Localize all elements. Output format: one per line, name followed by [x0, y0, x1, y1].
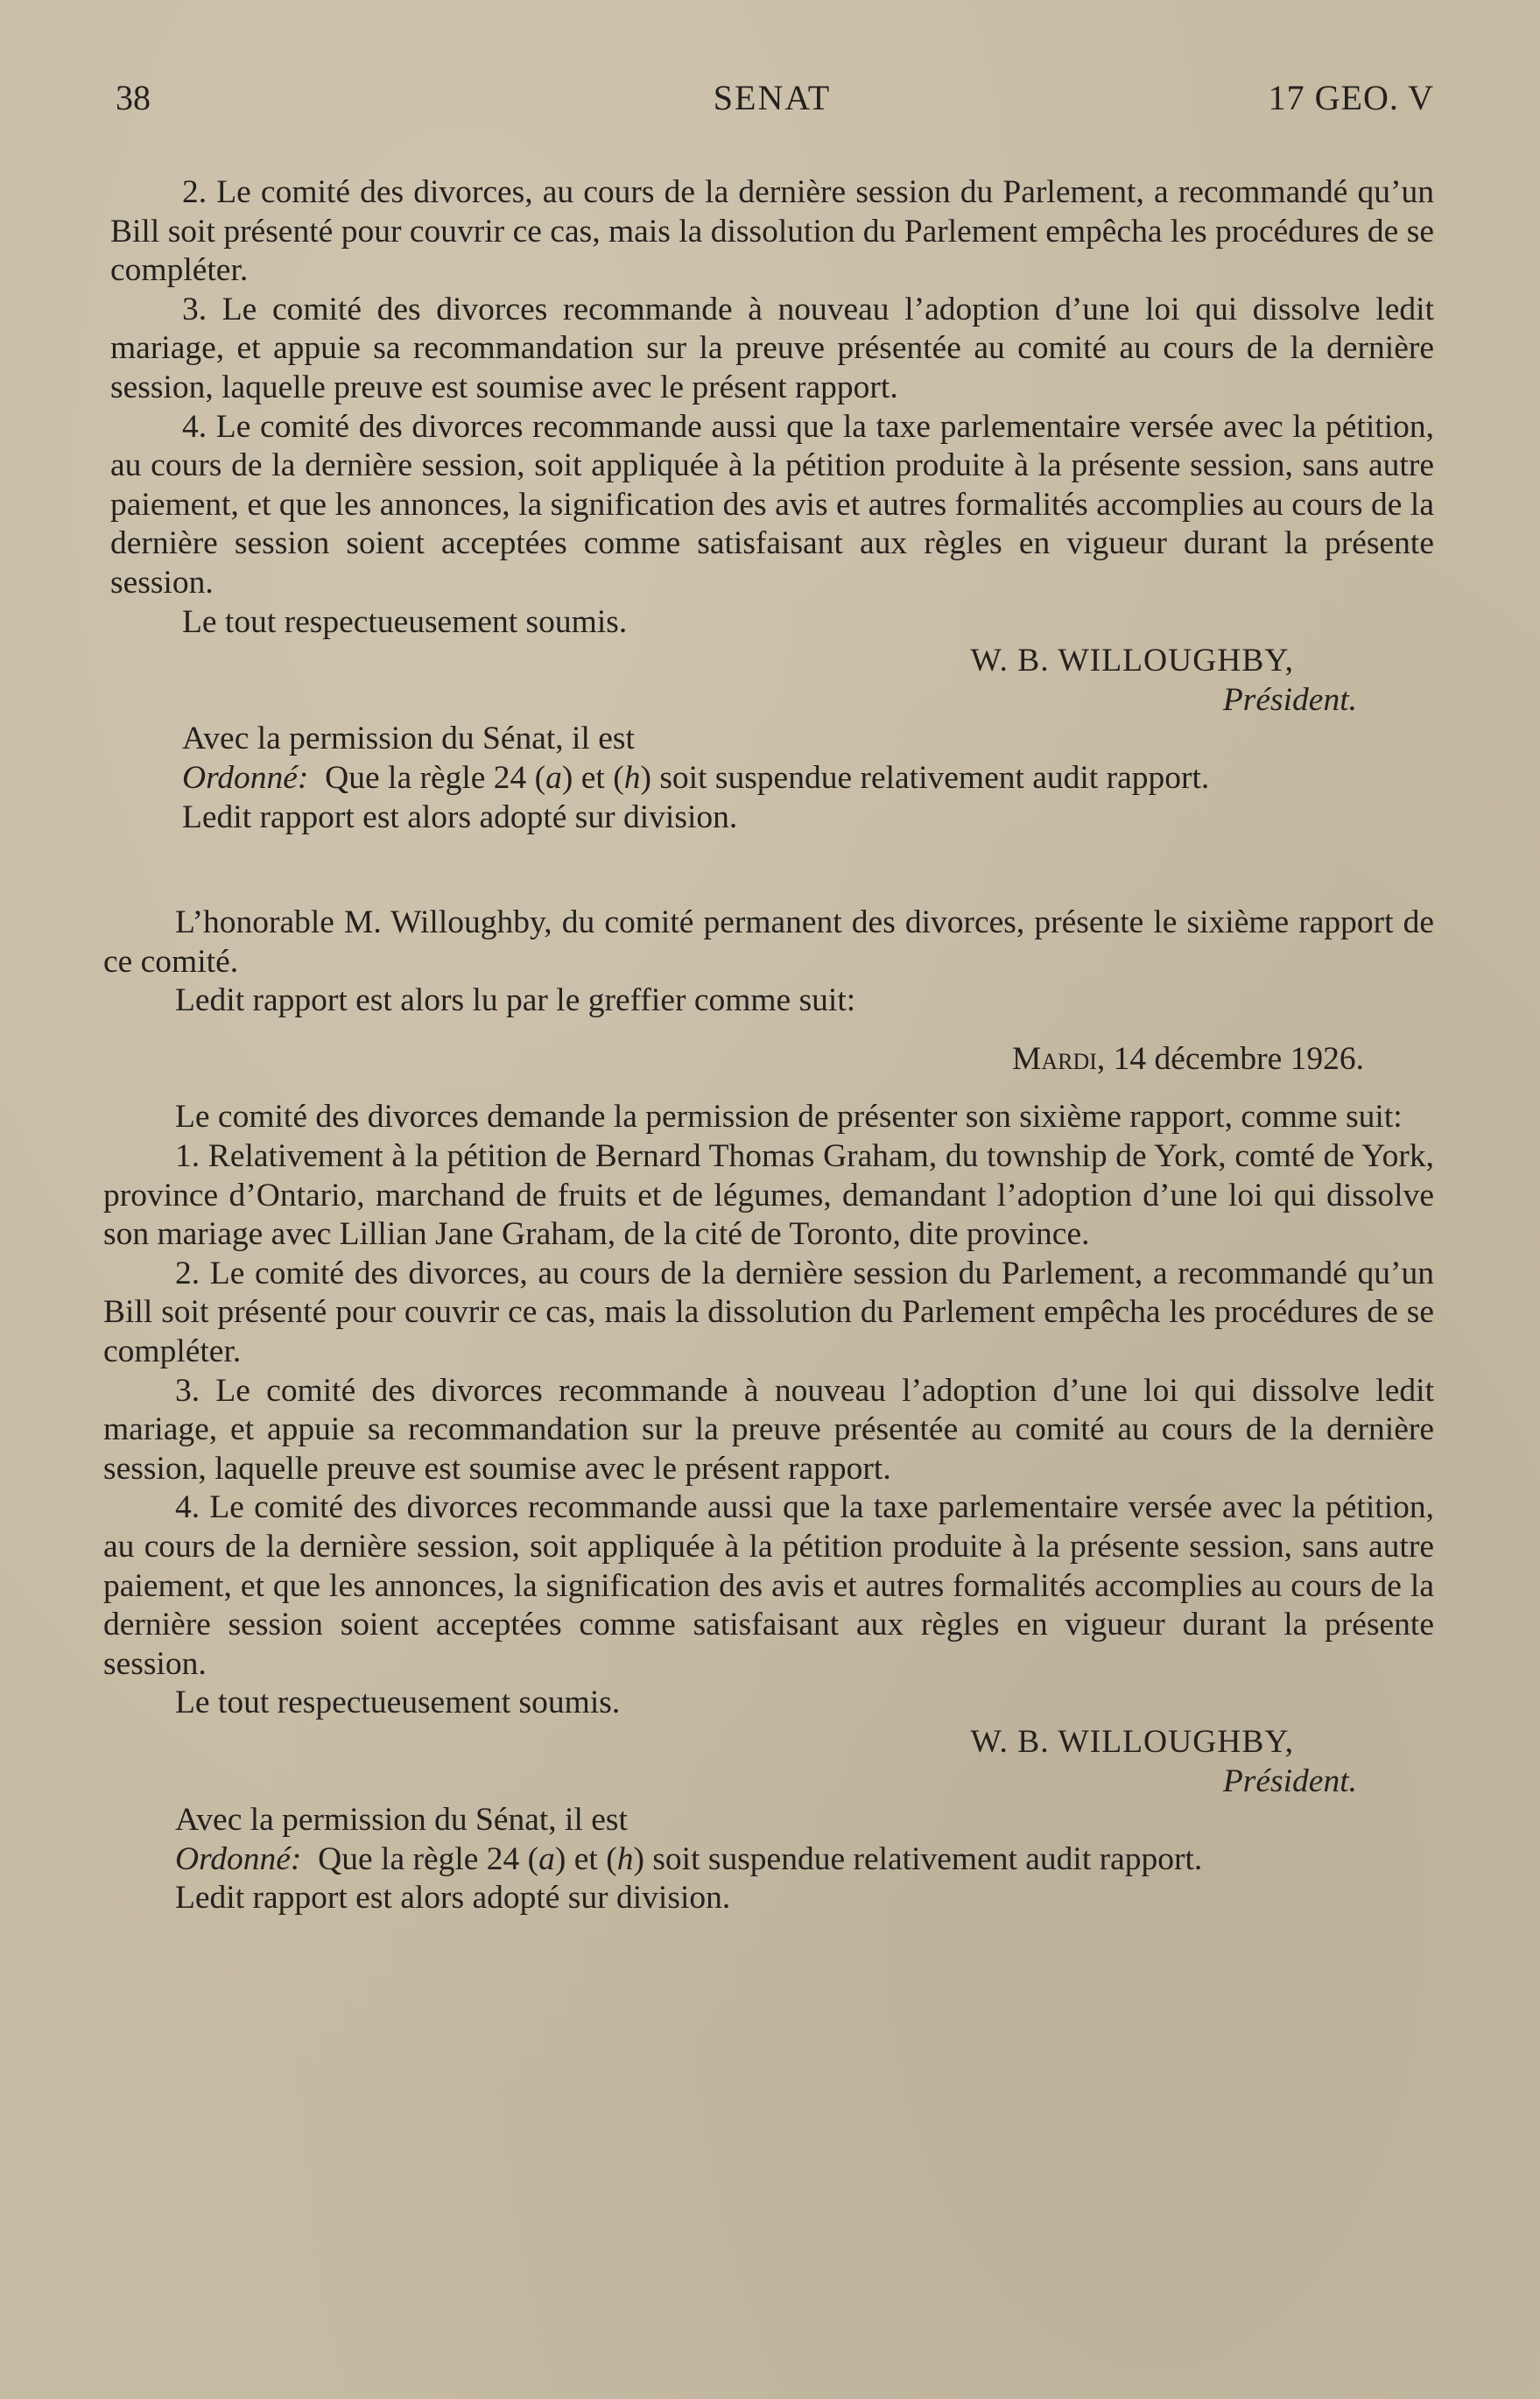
- fifth-report-continuation: [110, 173, 1434, 837]
- permission-line: Avec la permission du Sénat, il est: [175, 1802, 628, 1839]
- order-text: ) et (: [561, 759, 624, 796]
- adoption-line: Ledit rapport est alors adopté sur division.: [182, 798, 738, 835]
- rule-h: h: [623, 759, 641, 796]
- order-paragraph: [103, 1840, 1434, 1880]
- order-text: Que la règle 24 (: [325, 759, 546, 796]
- order-text: ) soit suspendue relativement audit rapport.: [640, 759, 1210, 796]
- rule-a: a: [545, 759, 562, 796]
- closing-line: Le tout respectueusement soumis.: [175, 1685, 621, 1721]
- spacer: [103, 1021, 1434, 1040]
- adoption-line: Ledit rapport est alors adopté sur division.: [175, 1880, 731, 1917]
- signatory-name: W. B. WILLOUGHBY,: [970, 643, 1294, 679]
- report-paragraph: 3. Le comité des divorces recommande à nouveau l’adoption d’une loi qui dissolve ledit mariage, et appuie sa recommandation sur la preuve présentée au comité au cours de la dernière session, laquelle preuve est soumise avec le présent rapport.: [110, 291, 1434, 405]
- date-day: Mardi: [1011, 1040, 1097, 1077]
- order-paragraph: [110, 759, 1434, 798]
- signatory-title: Président.: [1222, 681, 1357, 718]
- order-text: ) et (: [554, 1840, 617, 1877]
- order-text: ) soit suspendue relativement audit rapport.: [633, 1840, 1203, 1877]
- report-request: Le comité des divorces demande la permission de présenter son sixième rapport, comme suit:: [175, 1099, 1403, 1136]
- regnal-year: 17 GEO. V: [1268, 78, 1434, 117]
- page-title: SENAT: [713, 78, 832, 117]
- section-spacer: [110, 837, 1434, 904]
- report-paragraph: 4. Le comité des divorces recommande aussi que la taxe parlementaire versée avec la pétition, au cours de la dernière session, soit appliquée à la pétition produite à la présente session, sans autre paiement, et que les annonces, la signification des avis et autres formalités accomplies au cours de la dernière session soient acceptées comme satisfaisant aux règles en vigueur durant la présente session.: [103, 1489, 1434, 1682]
- report-paragraph: 3. Le comité des divorces recommande à nouveau l’adoption d’une loi qui dissolve ledit mariage, et appuie sa recommandation sur la preuve présentée au comité au cours de la dernière session, laquelle preuve est soumise avec le présent rapport.: [103, 1372, 1434, 1487]
- closing-line: Le tout respectueusement soumis.: [182, 603, 628, 640]
- report-paragraph: 2. Le comité des divorces, au cours de la dernière session du Parlement, a recommandé qu’un Bill soit présenté pour couvrir ce cas, mais la dissolution du Parlement empêcha les procédures de se compléter.: [103, 1255, 1434, 1370]
- report-read-line: Ledit rapport est alors lu par le greffier comme suit:: [175, 982, 856, 1019]
- sixth-report: [103, 904, 1434, 1918]
- signatory-name: W. B. WILLOUGHBY,: [970, 1723, 1294, 1760]
- date-rest: , 14 décembre 1926.: [1096, 1040, 1364, 1077]
- page-header: [110, 79, 1434, 131]
- report-paragraph: 1. Relativement à la pétition de Bernard Thomas Graham, du township de York, comté de York, province d’Ontario, marchand de fruits et de légumes, demandant l’adoption d’une loi qui dissolve son mariage avec Lillian Jane Graham, de la cité de Toronto, dite province.: [103, 1138, 1434, 1253]
- rule-h: h: [616, 1840, 634, 1877]
- page-number: 38: [116, 78, 151, 117]
- report-paragraph: 4. Le comité des divorces recommande aussi que la taxe parlementaire versée avec la pétition, au cours de la dernière session, soit appliquée à la pétition produite à la présente session, sans autre paiement, et que les annonces, la signification des avis et autres formalités accomplies au cours de la dernière session soient acceptées comme satisfaisant aux règles en vigueur durant la présente session.: [110, 408, 1434, 601]
- permission-line: Avec la permission du Sénat, il est: [182, 721, 635, 757]
- order-label: Ordonné:: [175, 1840, 302, 1877]
- spacer: [103, 1079, 1434, 1098]
- report-intro: L’honorable M. Willoughby, du comité permanent des divorces, présente le sixième rapport de ce comité.: [103, 904, 1434, 980]
- signatory-title: Président.: [1222, 1762, 1357, 1799]
- order-text: Que la règle 24 (: [318, 1840, 539, 1877]
- report-date: [103, 1040, 1434, 1080]
- document-page: [103, 78, 1434, 1918]
- order-label: Ordonné:: [182, 759, 309, 796]
- report-paragraph: 2. Le comité des divorces, au cours de la dernière session du Parlement, a recommandé qu’un Bill soit présenté pour couvrir ce cas, mais la dissolution du Parlement empêcha les procédures de se compléter.: [110, 174, 1434, 289]
- rule-a: a: [538, 1840, 555, 1877]
